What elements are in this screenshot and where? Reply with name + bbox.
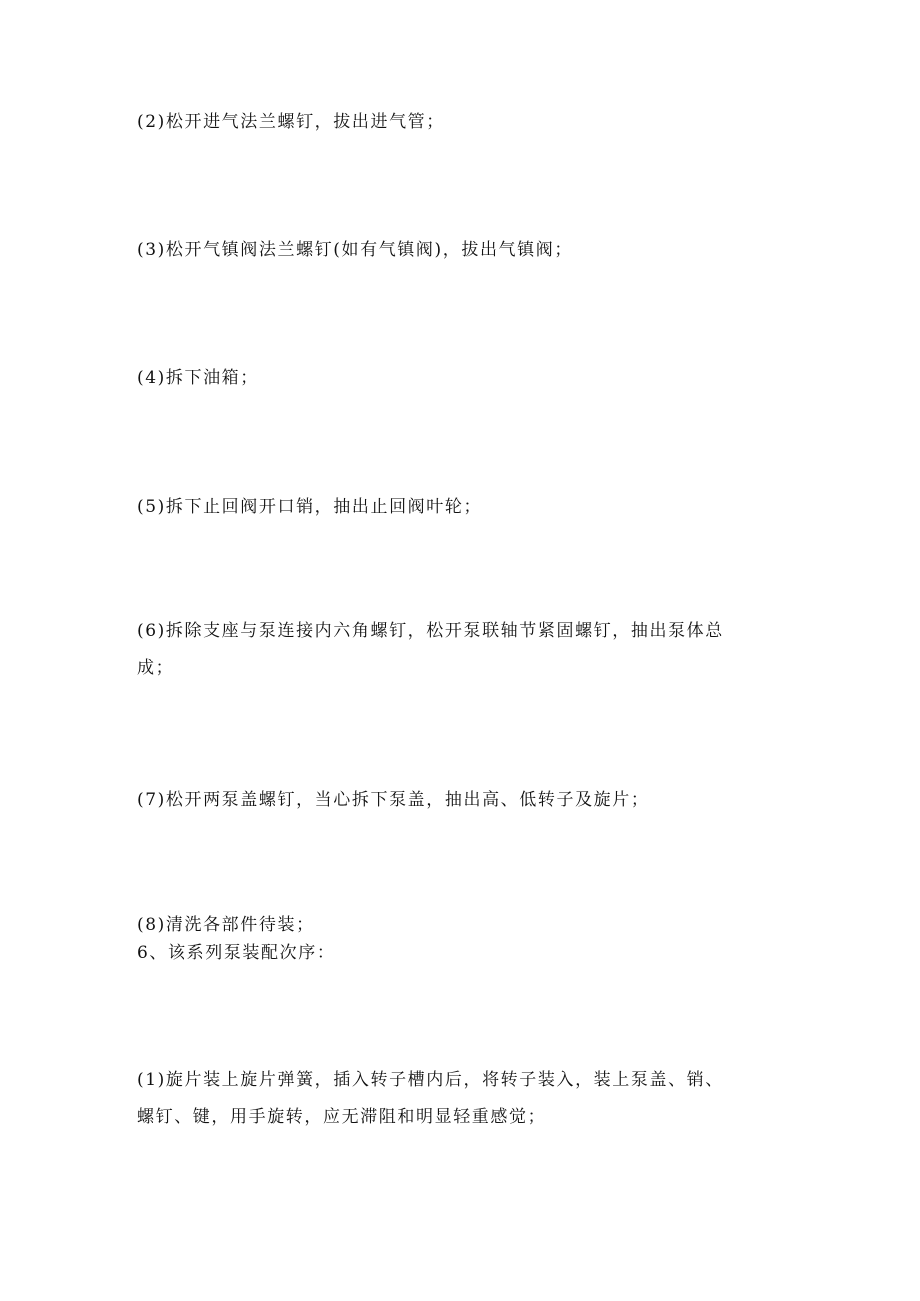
- section-6-heading: 6、该系列泵装配次序：: [137, 943, 336, 963]
- step-4-text: (4)拆下油箱；: [137, 368, 259, 388]
- assembly-step-1-text-continued: 螺钉、键，用手旋转，应无滞阻和明显轻重感觉；: [137, 1107, 547, 1127]
- step-2-text: (2)松开进气法兰螺钉，拔出进气管；: [137, 112, 445, 132]
- step-8-text: (8)清洗各部件待装；: [137, 915, 315, 935]
- step-6-text-continued: 成；: [137, 658, 175, 678]
- step-5-text: (5)拆下止回阀开口销，抽出止回阀叶轮；: [137, 497, 483, 517]
- step-3-text: (3)松开气镇阀法兰螺钉(如有气镇阀)，拔出气镇阀；: [137, 240, 573, 260]
- step-7-text: (7)松开两泵盖螺钉，当心拆下泵盖，抽出高、低转子及旋片；: [137, 790, 650, 810]
- step-6-text: (6)拆除支座与泵连接内六角螺钉，松开泵联轴节紧固螺钉，抽出泵体总: [137, 621, 724, 641]
- assembly-step-1-text: (1)旋片装上旋片弹簧，插入转子槽内后，将转子装入，装上泵盖、销、: [137, 1070, 724, 1090]
